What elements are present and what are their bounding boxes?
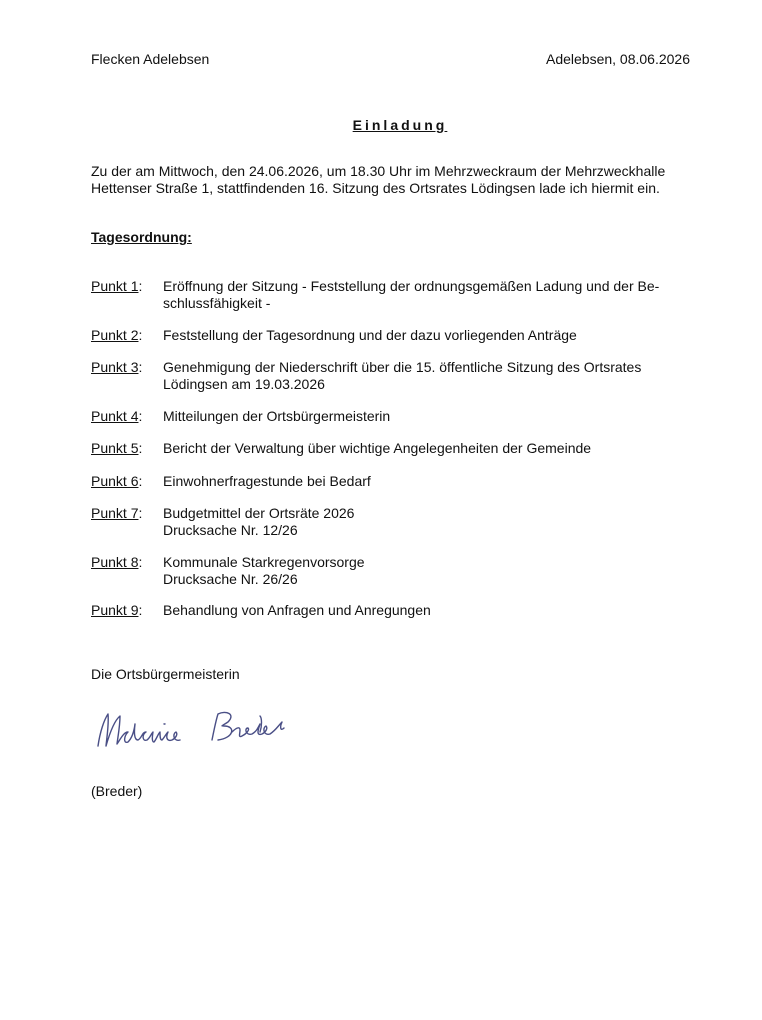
agenda-item-text [163, 602, 683, 619]
agenda-item-line: Bericht der Verwaltung über wichtige Angelegenheiten der Gemeinde [163, 440, 592, 456]
agenda-item-text [163, 505, 683, 539]
agenda-item-line: Behandlung von Anfragen und Anregungen [163, 602, 431, 618]
intro-line: Hettenser Straße 1, stattfindenden 16. Sitzung des Ortsrates Lödingsen lade ich hiermit ein. [91, 180, 660, 196]
intro-line: Zu der am Mittwoch, den 24.06.2026, um 18.30 Uhr im Mehrzweckraum der Mehrzweckhalle [91, 163, 666, 179]
agenda-item-number: Punkt 5 [91, 440, 139, 456]
agenda-item-number: Punkt 8 [91, 554, 139, 570]
closing-role: Die Ortsbürgermeisterin [91, 666, 240, 682]
agenda-item-line: Drucksache Nr. 26/26 [163, 571, 298, 587]
agenda-item-line: Mitteilungen der Ortsbürgermeisterin [163, 408, 391, 424]
agenda-item-text [163, 278, 683, 312]
document-title: Einladung [352, 117, 448, 133]
agenda-item-label: Punkt 5: [91, 440, 143, 456]
agenda-item-label: Punkt 4: [91, 408, 143, 424]
agenda-item-line: Einwohnerfragestunde bei Bedarf [163, 473, 371, 489]
agenda-item-text [163, 408, 683, 425]
agenda-item-label: Punkt 2: [91, 327, 143, 343]
agenda-item-line: Budgetmittel der Ortsräte 2026 [163, 505, 355, 521]
agenda-item-text [163, 554, 683, 588]
agenda-item-number: Punkt 7 [91, 505, 139, 521]
agenda-item-line: Eröffnung der Sitzung - Feststellung der ordnungsgemäßen Ladung und der Be- [163, 278, 660, 294]
agenda-item-line: Drucksache Nr. 12/26 [163, 522, 298, 538]
agenda-item-label: Punkt 7: [91, 505, 143, 521]
agenda-item-text [163, 359, 683, 393]
agenda-item-line: Genehmigung der Niederschrift über die 15. öffentliche Sitzung des Ortsrates [163, 359, 642, 375]
agenda-item-label: Punkt 1: [91, 278, 143, 294]
agenda-item-text [163, 327, 683, 344]
agenda-item-number: Punkt 1 [91, 278, 139, 294]
agenda-item-number: Punkt 6 [91, 473, 139, 489]
agenda-item-number: Punkt 2 [91, 327, 139, 343]
agenda-item-number: Punkt 4 [91, 408, 139, 424]
agenda-item-line: Lödingsen am 19.03.2026 [163, 376, 325, 392]
agenda-item-number: Punkt 9 [91, 602, 139, 618]
signer-name: (Breder) [91, 783, 143, 799]
agenda-item-line: Feststellung der Tagesordnung und der dazu vorliegenden Anträge [163, 327, 577, 343]
municipality-name: Flecken Adelebsen [91, 51, 210, 67]
agenda-item-line: schlussfähigkeit - [163, 295, 271, 311]
agenda-item-number: Punkt 3 [91, 359, 139, 375]
handwritten-signature [90, 702, 322, 754]
agenda-heading: Tagesordnung: [91, 229, 192, 245]
agenda-item-text [163, 440, 683, 457]
agenda-item-text [163, 473, 683, 490]
agenda-item-label: Punkt 9: [91, 602, 143, 618]
agenda-item-line: Kommunale Starkregenvorsorge [163, 554, 365, 570]
agenda-item-label: Punkt 8: [91, 554, 143, 570]
place-date: Adelebsen, 08.06.2026 [545, 51, 690, 67]
agenda-item-label: Punkt 3: [91, 359, 143, 375]
agenda-item-label: Punkt 6: [91, 473, 143, 489]
intro-paragraph [91, 163, 691, 197]
